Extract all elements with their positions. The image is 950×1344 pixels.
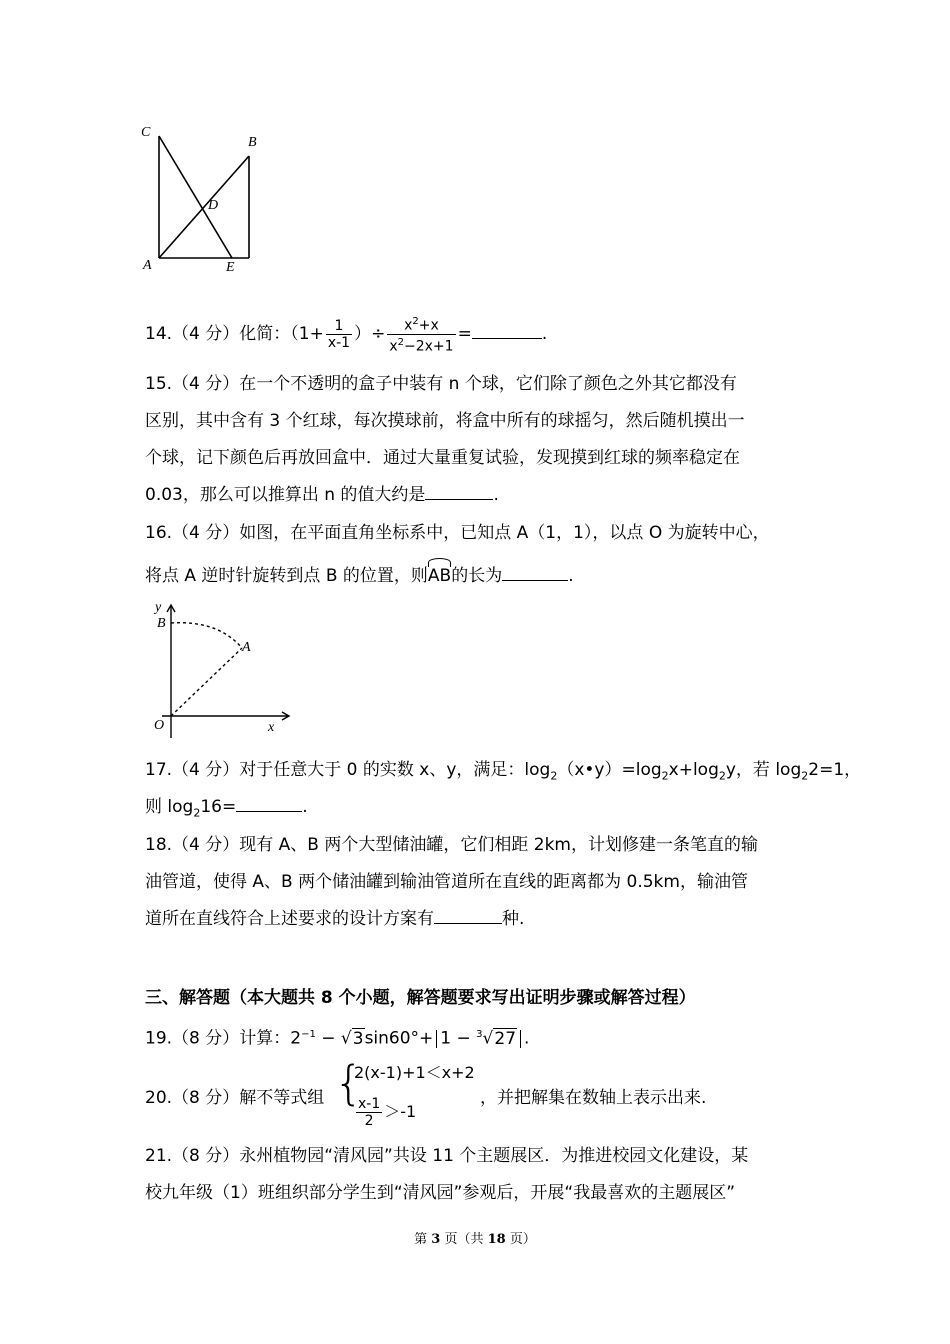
question-20-tail: ，并把解集在数轴上表示出来. [480, 1088, 707, 1108]
inequality-2 [354, 1096, 416, 1129]
inequality-2-fraction [356, 1096, 382, 1129]
q17-l2a: 则 log [145, 797, 194, 817]
segment-oa [171, 648, 242, 716]
q15-l4b: . [493, 485, 499, 505]
frac2-den [387, 335, 455, 355]
q17-sub1: 2 [550, 769, 558, 783]
ineq2-den: 2 [364, 1113, 374, 1129]
answer-blank-17[interactable] [236, 797, 302, 812]
q17-l1e: 2=1， [808, 760, 862, 780]
frac2-num [387, 314, 455, 335]
q19-a: 19.（8 分）计算：2 [145, 1028, 302, 1049]
question-20-label: 20.（8 分）解不等式组 [145, 1088, 325, 1108]
answer-blank-15[interactable] [425, 485, 493, 500]
frac2-num-sup: 2 [412, 316, 419, 327]
question-15-line-1: 15.（4 分）在一个不透明的盒子中装有 n 个球，它们除了颜色之外其它都没有 [145, 374, 737, 394]
frac2-den-sup: 2 [397, 336, 404, 348]
inequality-1: 2(x-1)+1＜x+2 [354, 1063, 475, 1082]
frac2-den-b: −2x+1 [404, 338, 454, 355]
answer-blank-14[interactable] [472, 324, 542, 339]
q17-l1c: x+log [668, 760, 719, 780]
fraction-1 [326, 318, 352, 351]
system-brace: { [334, 1056, 364, 1110]
footer-a: 第 [414, 1232, 432, 1247]
q19-b: − [315, 1028, 341, 1049]
arc-ab: AB [427, 566, 452, 586]
q17-sub2: 2 [661, 769, 669, 783]
q14-mid: ）÷ [354, 324, 386, 345]
q19-e: . [524, 1028, 530, 1049]
question-15-line-2: 区别，其中含有 3 个红球，每次摸球前，将盒中所有的球摇匀，然后随机摸出一 [145, 411, 745, 431]
frac2-num-a: x [404, 317, 413, 334]
q17-sub3: 2 [718, 769, 726, 783]
question-18-line-1: 18.（4 分）现有 A、B 两个大型储油罐，它们相距 2km，计划修建一条笔直的输 [145, 835, 758, 855]
q17-l1d: y，若 log [725, 760, 802, 780]
answer-blank-16[interactable] [502, 566, 568, 581]
page-footer [0, 1228, 950, 1247]
q19-d: 1 − [440, 1028, 477, 1049]
q14-tail: . [541, 324, 548, 345]
footer-b: 页（共 [440, 1232, 488, 1247]
q16-l2b: 的长为 [451, 566, 503, 586]
q18-l3a: 道所在直线符合上述要求的设计方案有 [145, 909, 434, 929]
question-17-line-1 [145, 760, 861, 786]
q19-c: sin60°+ [364, 1028, 434, 1049]
question-19: 19.（8 分）计算：$2^{-1} - √3\sin 60^\circ+ 1 - ^3√27$ . [145, 1028, 530, 1049]
abs-bar-left [436, 1030, 437, 1048]
question-15-line-4 [145, 485, 499, 505]
sqrt-radicand: 3 [352, 1028, 364, 1049]
q18-l3b: 种. [502, 909, 525, 929]
frac1-den: x-1 [327, 334, 351, 351]
q17-sub5: 2 [193, 806, 201, 820]
question-21-line-2: 校九年级（1）班组织部分学生到“清风园”参观后，开展“我最喜欢的主题展区” [145, 1183, 736, 1203]
footer-total: 18 [487, 1232, 506, 1247]
fraction-2 [387, 314, 455, 354]
footer-page: 3 [431, 1232, 441, 1247]
question-18-line-2: 油管道，使得 A、B 两个储油罐到输油管道所在直线的距离都为 0.5km，输油管 [145, 872, 748, 892]
q17-l1b: （x•y）=log [557, 760, 662, 780]
answer-blank-18[interactable] [434, 909, 502, 924]
label-a2: A [242, 640, 251, 655]
q17-sub4: 2 [801, 769, 809, 783]
footer-c: 页） [505, 1232, 536, 1247]
label-y: y [155, 600, 162, 615]
q17-l2b: 16= [200, 797, 237, 817]
q19-sup: −1 [301, 1029, 316, 1040]
label-o: O [154, 718, 165, 733]
arc-b-to-a [171, 623, 242, 648]
label-d: D [208, 198, 219, 213]
question-14 [145, 314, 547, 354]
frac2-den-a: x [389, 338, 398, 355]
cube-root-index: 3 [476, 1029, 483, 1040]
q16-l2a: 将点 A 逆时针旋转到点 B 的位置，则 [145, 566, 428, 586]
question-15-line-3: 个球，记下颜色后再放回盒中．通过大量重复试验，发现摸到红球的频率稳定在 [145, 448, 740, 468]
question-18-line-3 [145, 909, 524, 929]
label-c: C [141, 125, 151, 140]
cube-root-radicand: 27 [494, 1028, 517, 1049]
label-x: x [268, 720, 275, 735]
q14-head: 14.（4 分）化简：（1+ [145, 324, 324, 345]
abs-bar-right [520, 1030, 521, 1048]
frac2-num-b: +x [418, 317, 439, 334]
label-b2: B [157, 616, 166, 631]
q17-l2c: . [302, 797, 308, 817]
label-e: E [226, 260, 235, 275]
ineq2-rest: ＞-1 [384, 1102, 417, 1121]
frac1-num: 1 [326, 318, 352, 335]
question-17-line-2 [145, 797, 308, 823]
q14-eq: = [457, 324, 472, 345]
section-heading: 三、解答题（本大题共 8 个小题，解答题要求写出证明步骤或解答过程） [145, 988, 696, 1008]
q16-l2c: . [568, 566, 574, 586]
question-21-line-1: 21.（8 分）永州植物园“清风园”共设 11 个主题展区．为推进校园文化建设，某 [145, 1146, 749, 1166]
segment-ce [159, 136, 232, 258]
label-a: A [143, 258, 152, 273]
label-b: B [248, 135, 257, 150]
segment-ab [159, 156, 249, 258]
question-16-line-2 [145, 566, 574, 586]
question-16-line-1: 16.（4 分）如图，在平面直角坐标系中，已知点 A（1，1），以点 O 为旋转中心， [145, 523, 770, 543]
ineq2-num: x-1 [358, 1096, 381, 1112]
q17-l1a: 17.（4 分）对于任意大于 0 的实数 x、y，满足：log [145, 760, 551, 780]
q15-l4a: 0.03，那么可以推算出 n 的值大约是 [145, 485, 426, 505]
